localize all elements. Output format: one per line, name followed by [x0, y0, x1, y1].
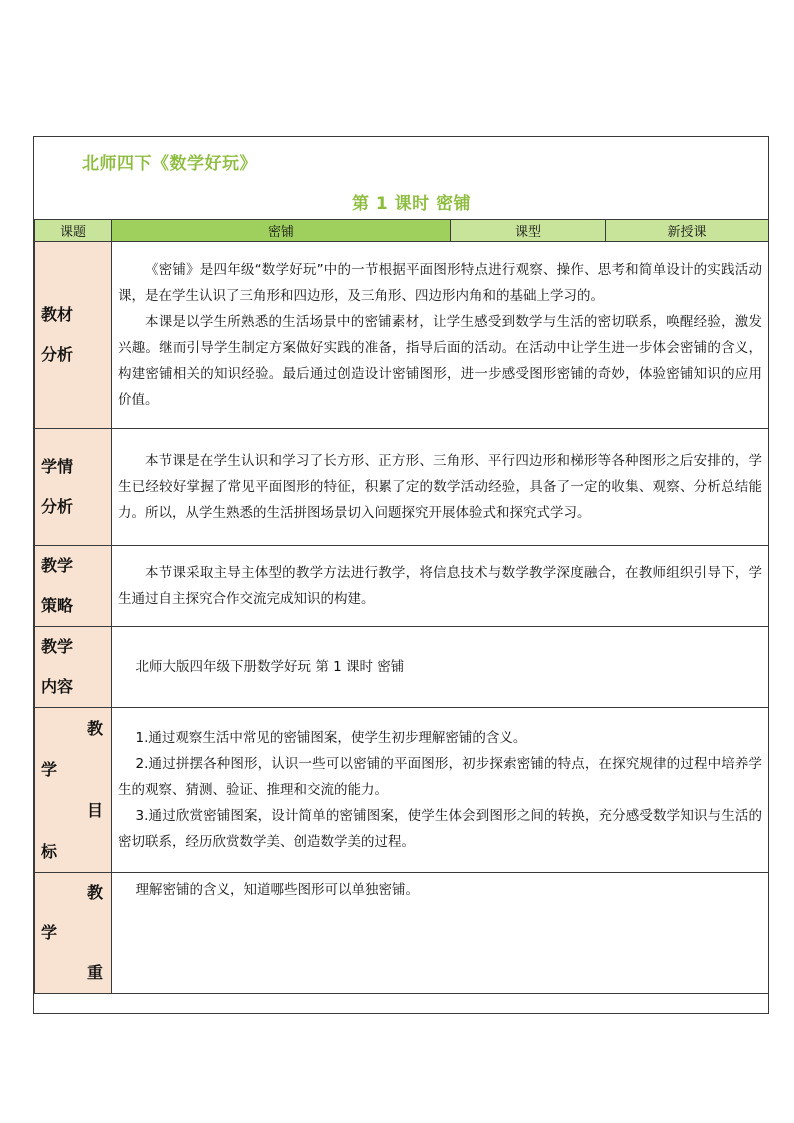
paragraph: 本节课采取主导主体型的教学方法进行教学，将信息技术与数学教学深度融合，在教师组织引导下，学生通过自主探究合作交流完成知识的构建。: [118, 565, 762, 607]
goal-item: 1.通过观察生活中常见的密铺图案，使学生初步理解密铺的含义。: [135, 730, 527, 746]
lesson-title: 第 1 课时 密铺: [352, 194, 472, 214]
topic-label: 课题: [35, 220, 112, 242]
paragraph: 理解密铺的含义，知道哪些图形可以单独密铺。: [135, 882, 420, 898]
learner-analysis-label: 学情 分析: [35, 429, 112, 546]
row-teaching-strategy: [35, 546, 769, 627]
teaching-strategy-label: 教学 策略: [35, 546, 112, 627]
lesson-plan-sheet: [33, 136, 769, 1014]
type-label: 课型: [451, 220, 606, 242]
paragraph: 本课是以学生所熟悉的生活场景中的密铺素材，让学生感受到数学与生活的密切联系，唤醒经验，激发兴趣。继而引导学生制定方案做好实践的准备，指导后面的活动。在活动中让学生进一步体会密铺的含义，构建密铺相关的知识经验。最后通过创造设计密铺图形，进一步感受图形密铺的奇妙，体验密铺知识的应用价值。: [118, 314, 762, 408]
row-teaching-content: [35, 627, 769, 708]
teaching-keypoint-body: [112, 873, 769, 994]
teaching-keypoint-label: 教 学 重: [35, 873, 112, 994]
type-value: 新授课: [606, 220, 769, 242]
row-teaching-goals: [35, 708, 769, 873]
row-learner-analysis: [35, 429, 769, 546]
row-teaching-keypoint: [35, 873, 769, 994]
paragraph: 《密铺》是四年级“数学好玩”中的一节根据平面图形特点进行观察、操作、思考和简单设计的实践活动课，是在学生认识了三角形和四边形，及三角形、四边形内角和的基础上学习的。: [118, 262, 762, 304]
teaching-content-label: 教学 内容: [35, 627, 112, 708]
teaching-goals-label: 教 学 目 标: [35, 708, 112, 873]
row-material-analysis: [35, 242, 769, 429]
learner-analysis-body: [112, 429, 769, 546]
material-analysis-label: 教材 分析: [35, 242, 112, 429]
lesson-plan-table: [34, 219, 769, 994]
paragraph: 本节课是在学生认识和学习了长方形、正方形、三角形、平行四边形和梯形等各种图形之后安排的，学生已经较好掌握了常见平面图形的特征，积累了定的数学活动经验，具备了一定的收集、观察、分析总结能力。所以，从学生熟悉的生活拼图场景切入问题探究开展体验式和探究式学习。: [118, 453, 762, 521]
material-analysis-body: [112, 242, 769, 429]
topic-value: 密铺: [112, 220, 451, 242]
teaching-strategy-body: [112, 546, 769, 627]
goal-item: 2.通过拼摆各种图形，认识一些可以密铺的平面图形，初步探索密铺的特点，在探究规律的过程中培养学生的观察、猜测、验证、推理和交流的能力。: [118, 756, 762, 798]
teaching-content-body: [112, 627, 769, 708]
series-title: 北师四下《数学好玩》: [82, 154, 257, 174]
paragraph: 北师大版四年级下册数学好玩 第 1 课时 密铺: [135, 659, 405, 675]
teaching-goals-body: [112, 708, 769, 873]
table-header-row: [35, 220, 769, 242]
goal-item: 3.通过欣赏密铺图案，设计简单的密铺图案，使学生体会到图形之间的转换，充分感受数学知识与生活的密切联系，经历欣赏数学美、创造数学美的过程。: [118, 808, 762, 850]
title-block: [34, 137, 768, 219]
